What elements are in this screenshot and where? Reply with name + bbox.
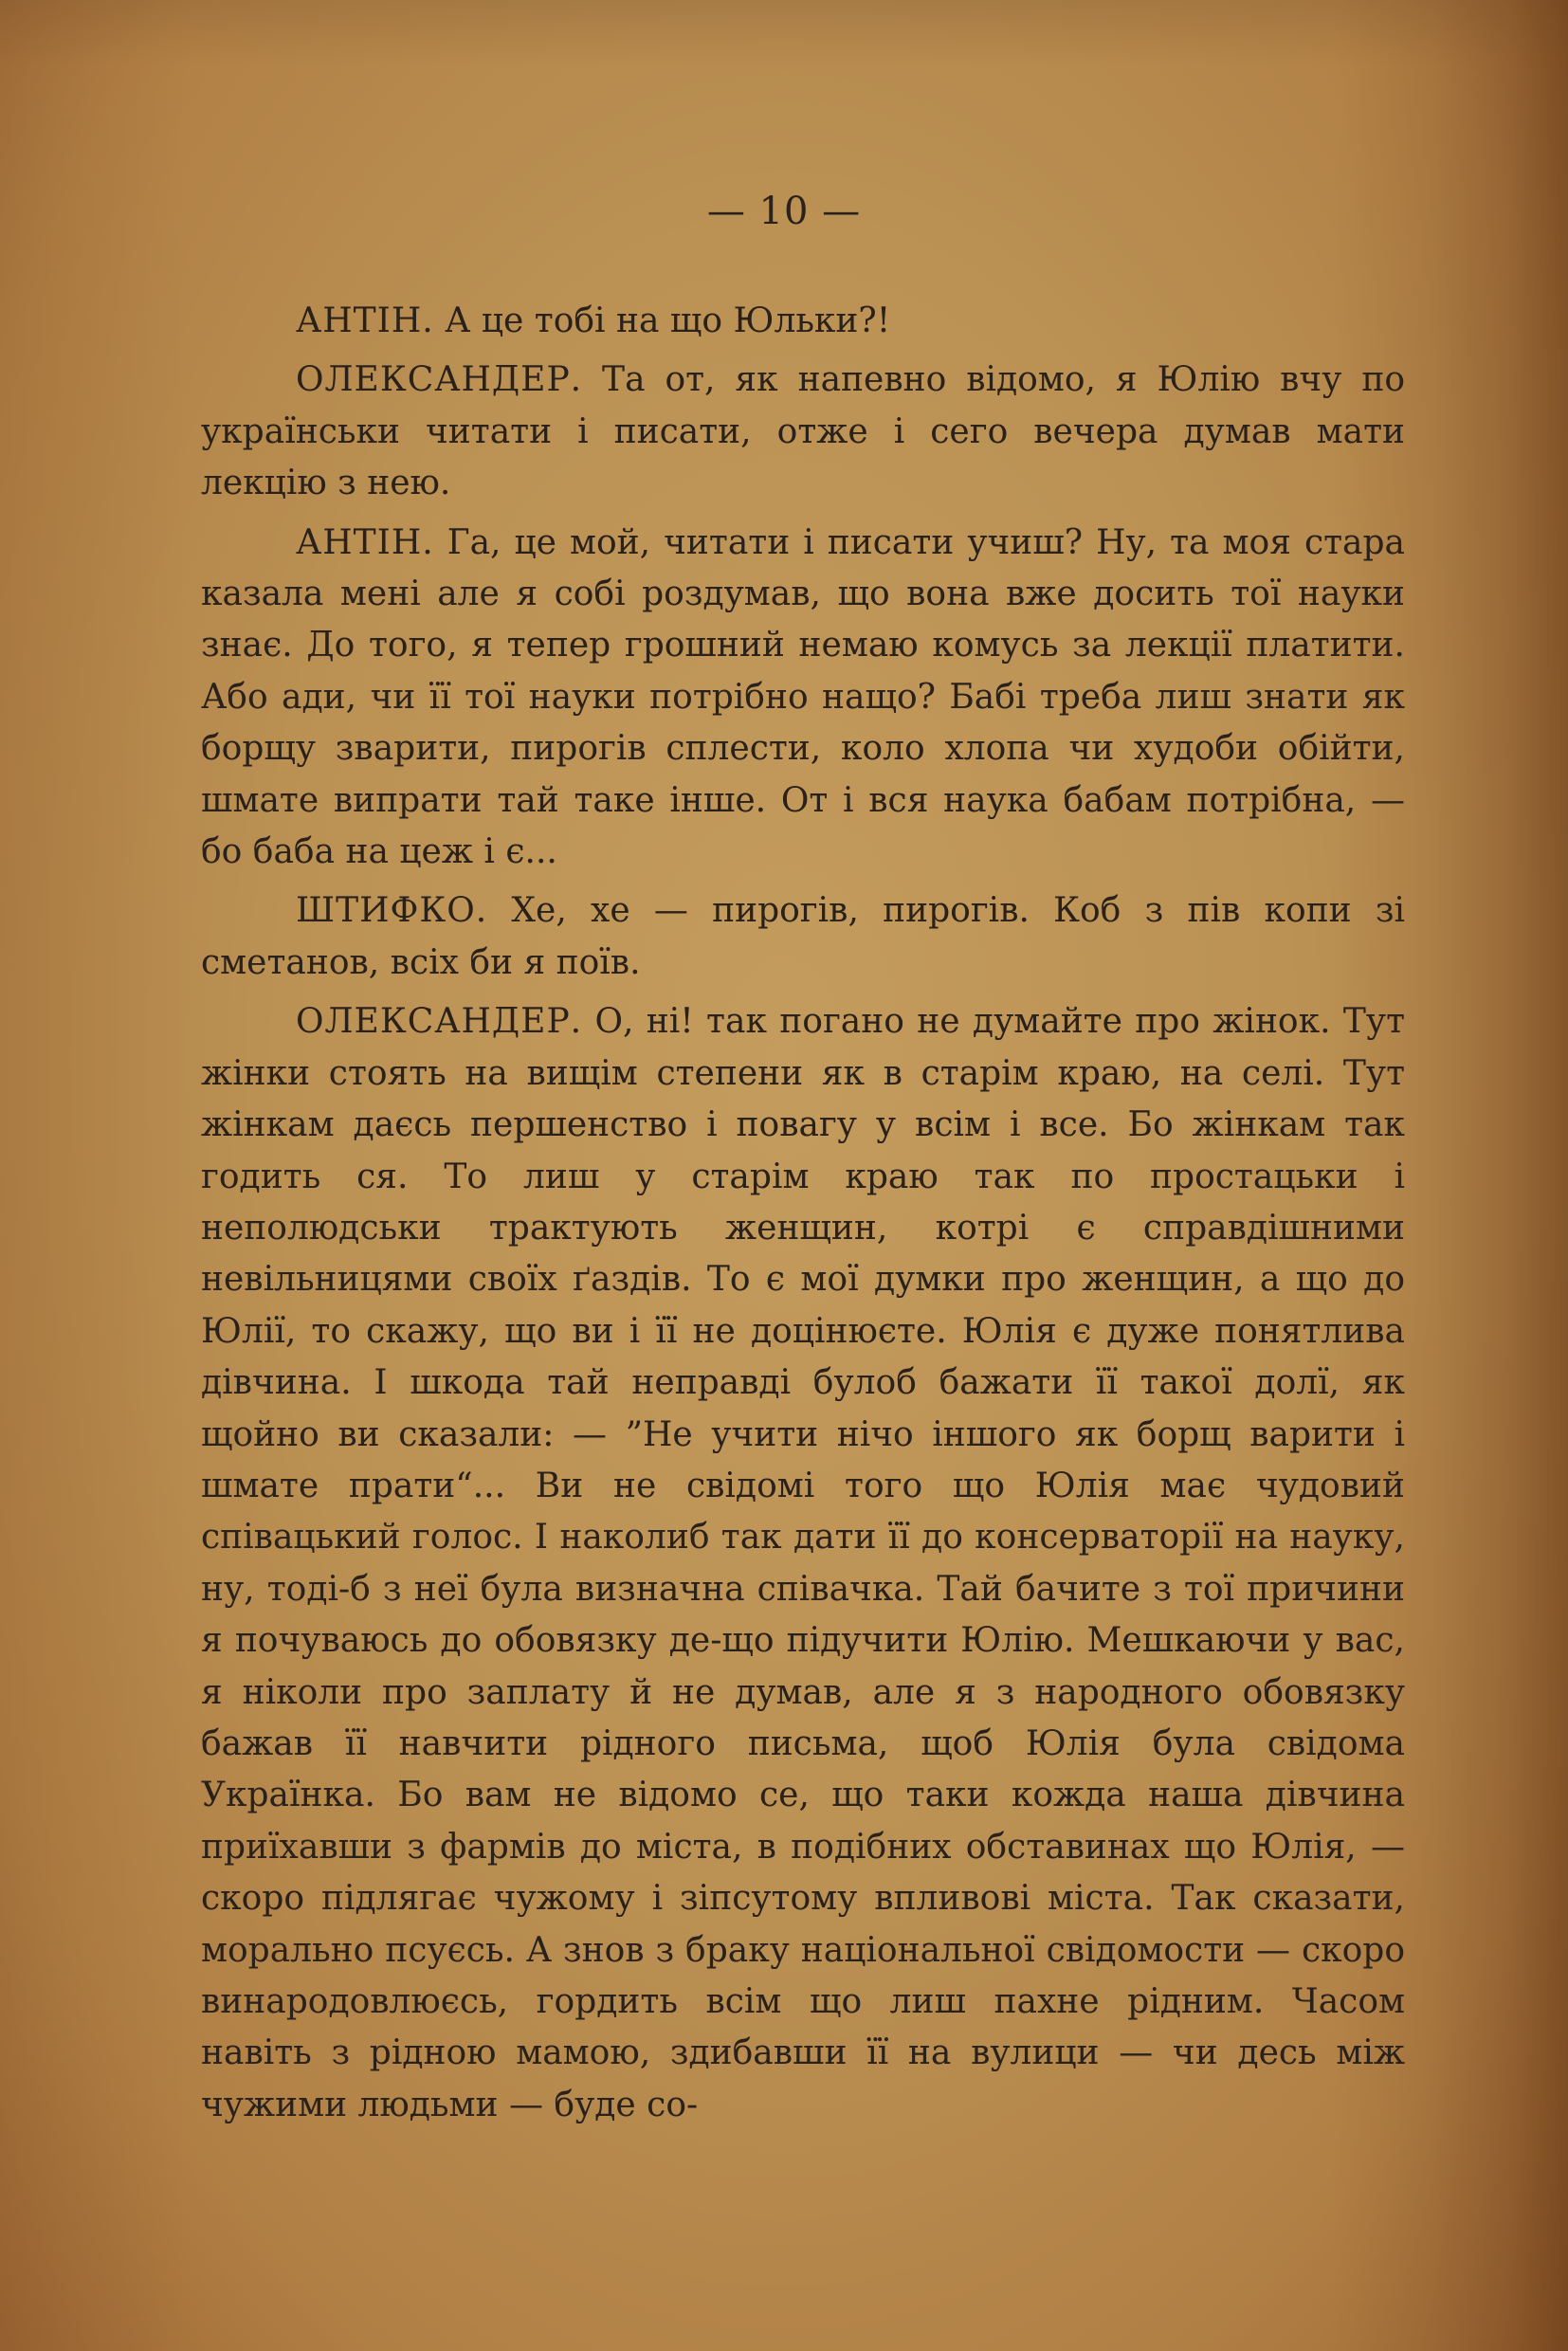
- dialogue-paragraph: [201, 296, 1405, 347]
- dialogue-paragraph: [201, 885, 1405, 989]
- page-edge-shading: [1435, 0, 1568, 2351]
- dialogue-text: Хе, хе — пирогів, пирогів. Коб з пів копи зі сметанов, всіх би я поїв.: [201, 891, 1405, 982]
- speaker-name: ОЛЕКСАНДЕР.: [296, 360, 583, 400]
- speaker-name: ОЛЕКСАНДЕР.: [296, 1002, 583, 1042]
- speaker-name: ШТИФКО.: [296, 891, 488, 931]
- speaker-name: АНТІН.: [296, 522, 434, 562]
- page-number: — 10 —: [706, 190, 862, 233]
- dialogue-text: Га, це мой, читати і писати учиш? Ну, та моя стара казала мені але я собі роздумав, що вона вже досить тої науки знає. До того, я тепер грошний немаю комусь за лекції платити. Або ади, чи її тої науки потрібно нащо? Бабі треба лиш знати як борщу зварити, пирогів сплести, коло хлопа чи худоби обійти, шмате випрати тай таке інше. От і вся наука бабам потрібна, — бо баба на цеж і є...: [201, 522, 1405, 872]
- dialogue-text: Та от, як напевно відомо, я Юлію вчу по українськи читати і писати, отже і сего вечера думав мати лекцію з нею.: [201, 360, 1405, 503]
- dialogue-paragraph: [201, 996, 1405, 2131]
- page-top-shading: [0, 0, 1568, 66]
- dialogue-text: А це тобі на що Юльки?!: [433, 301, 891, 340]
- dialogue-text: О, ні! так погано не думайте про жінок. Тут жінки стоять на вищім степени як в старім краю, на селі. Тут жінкам даєсь першенство і повагу у всім і все. Бо жінкам так годить ся. То лиш у старім краю так по простацьки і неполюдськи трактують женщин, котрі є справдішними невільницями своїх ґаздів. То є мої думки про женщин, а що до Юлії, то скажу, що ви і її не доцінюєте. Юлія є дуже понятлива дівчина. І шкода тай неправді булоб бажати її такої долї, як щойно ви сказали: — ”Не учити нічо іншого як борщ варити і шмате прати“... Ви не свідомі того що Юлія має чудовий співацький голос. І наколиб так дати її до консерваторії на науку, ну, тоді-б з неї була визначна співачка. Тай бачите з тої причини я почуваюсь до обовязку де-що підучити Юлію. Мешкаючи у вас, я ніколи про заплату й не думав, але я з народного обовязку бажав її навчити рідного письма, щоб Юлія була свідома Українка. Бо вам не відомо се, що таки кожда наша дівчина приїхавши з фармів до міста, в подібних обставинах що Юлія, — скоро підлягає чужому і зіпсутому впливові міста. Так сказати, морально псуєсь. А знов з браку національної свідомости — скоро винародовлюєсь, гордить всім що лиш пахне рідним. Часом навіть з рідною мамою, здибавши її на вулици — чи десь між чужими людьми — буде со-: [201, 1002, 1405, 2124]
- page-body: [201, 296, 1405, 2139]
- speaker-name: АНТІН.: [296, 301, 434, 340]
- dialogue-paragraph: [201, 355, 1405, 509]
- dialogue-paragraph: [201, 518, 1405, 879]
